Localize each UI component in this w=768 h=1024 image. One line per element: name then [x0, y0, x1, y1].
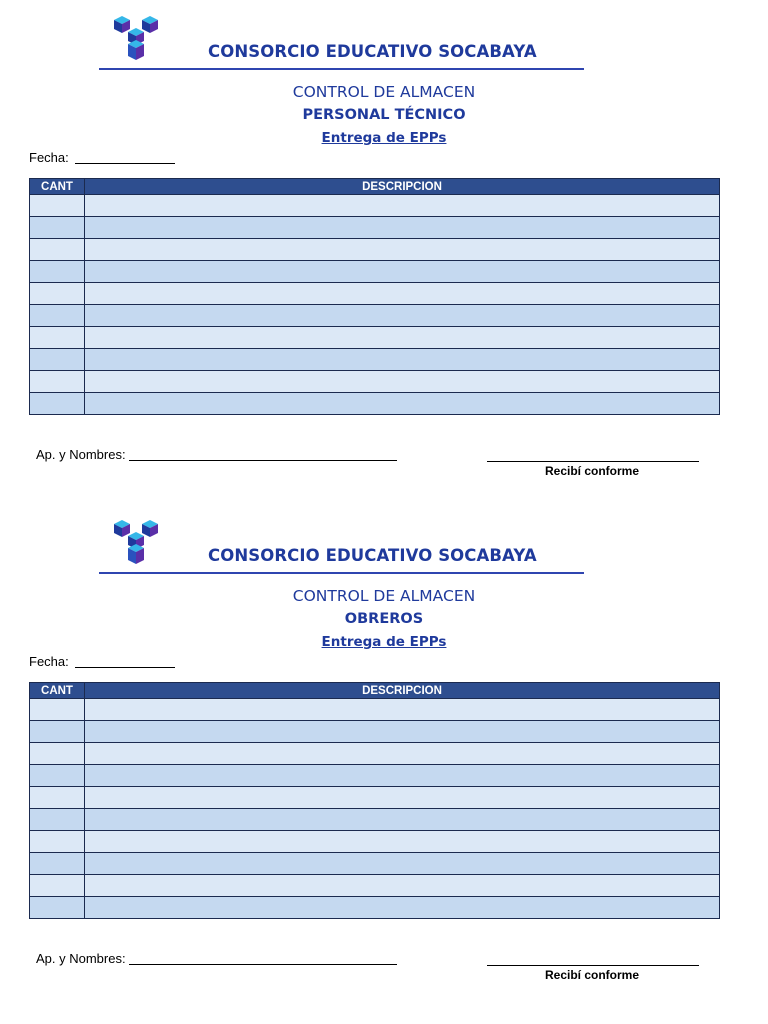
table-row [30, 261, 720, 283]
column-header-descripcion: DESCRIPCION [85, 179, 720, 195]
form-section-title: Entrega de EPPs [321, 634, 447, 650]
header-divider [99, 68, 584, 70]
descripcion-cell[interactable] [85, 809, 720, 831]
table-header-row [30, 683, 720, 699]
descripcion-cell[interactable] [85, 239, 720, 261]
descripcion-cell[interactable] [85, 195, 720, 217]
descripcion-cell[interactable] [85, 699, 720, 721]
table-row [30, 699, 720, 721]
descripcion-cell[interactable] [85, 765, 720, 787]
cant-cell[interactable] [30, 305, 85, 327]
cant-cell[interactable] [30, 787, 85, 809]
descripcion-cell[interactable] [85, 327, 720, 349]
form-section-title: Entrega de EPPs [321, 130, 447, 146]
cant-cell[interactable] [30, 261, 85, 283]
cant-cell[interactable] [30, 699, 85, 721]
org-name: CONSORCIO EDUCATIVO SOCABAYA [208, 546, 537, 565]
table-row [30, 305, 720, 327]
table-row [30, 327, 720, 349]
cant-cell[interactable] [30, 809, 85, 831]
table-row [30, 371, 720, 393]
cant-cell[interactable] [30, 393, 85, 415]
table-row [30, 349, 720, 371]
cant-cell[interactable] [30, 765, 85, 787]
descripcion-cell[interactable] [85, 261, 720, 283]
recibi-conforme-label: Recibí conforme [545, 968, 640, 982]
nombres-input-line[interactable] [129, 460, 397, 461]
table-row [30, 787, 720, 809]
fecha-input-line[interactable] [75, 667, 175, 668]
table-header-row [30, 179, 720, 195]
descripcion-cell[interactable] [85, 831, 720, 853]
table-row [30, 897, 720, 919]
org-name: CONSORCIO EDUCATIVO SOCABAYA [208, 42, 537, 61]
descripcion-cell[interactable] [85, 217, 720, 239]
table-row [30, 239, 720, 261]
cant-cell[interactable] [30, 853, 85, 875]
recibi-conforme-label: Recibí conforme [545, 464, 640, 478]
fecha-label: Fecha: [29, 150, 69, 165]
descripcion-cell[interactable] [85, 371, 720, 393]
fecha-input-line[interactable] [75, 163, 175, 164]
form-subtitle: OBREROS [344, 611, 424, 627]
fecha-label: Fecha: [29, 654, 69, 669]
descripcion-cell[interactable] [85, 743, 720, 765]
descripcion-cell[interactable] [85, 853, 720, 875]
descripcion-cell[interactable] [85, 305, 720, 327]
descripcion-cell[interactable] [85, 393, 720, 415]
nombres-label: Ap. y Nombres: [36, 447, 126, 462]
table-row [30, 809, 720, 831]
items-table [29, 178, 720, 415]
table-row [30, 217, 720, 239]
descripcion-cell[interactable] [85, 787, 720, 809]
cant-cell[interactable] [30, 897, 85, 919]
table-row [30, 721, 720, 743]
cant-cell[interactable] [30, 327, 85, 349]
cant-cell[interactable] [30, 349, 85, 371]
nombres-label: Ap. y Nombres: [36, 951, 126, 966]
fecha-field [29, 150, 175, 165]
descripcion-cell[interactable] [85, 349, 720, 371]
table-row [30, 875, 720, 897]
descripcion-cell[interactable] [85, 283, 720, 305]
table-row [30, 743, 720, 765]
table-row [30, 831, 720, 853]
form-personal-tecnico [0, 0, 768, 500]
cant-cell[interactable] [30, 283, 85, 305]
descripcion-cell[interactable] [85, 897, 720, 919]
cant-cell[interactable] [30, 239, 85, 261]
signature-line[interactable] [487, 965, 699, 966]
signature-line[interactable] [487, 461, 699, 462]
table-row [30, 283, 720, 305]
form-obreros [0, 504, 768, 1004]
table-row [30, 853, 720, 875]
column-header-cant: CANT [30, 179, 85, 195]
column-header-descripcion: DESCRIPCION [85, 683, 720, 699]
header-divider [99, 572, 584, 574]
descripcion-cell[interactable] [85, 875, 720, 897]
form-title: CONTROL DE ALMACEN [292, 587, 476, 605]
descripcion-cell[interactable] [85, 721, 720, 743]
column-header-cant: CANT [30, 683, 85, 699]
table-row [30, 195, 720, 217]
cant-cell[interactable] [30, 371, 85, 393]
cubes-logo-icon [108, 14, 164, 64]
table-row [30, 393, 720, 415]
cant-cell[interactable] [30, 195, 85, 217]
cant-cell[interactable] [30, 743, 85, 765]
nombres-field [36, 447, 397, 462]
form-subtitle: PERSONAL TÉCNICO [302, 107, 466, 123]
cant-cell[interactable] [30, 875, 85, 897]
cubes-logo-icon [108, 518, 164, 568]
items-table [29, 682, 720, 919]
cant-cell[interactable] [30, 217, 85, 239]
cant-cell[interactable] [30, 831, 85, 853]
nombres-field [36, 951, 397, 966]
fecha-field [29, 654, 175, 669]
nombres-input-line[interactable] [129, 964, 397, 965]
form-title: CONTROL DE ALMACEN [292, 83, 476, 101]
table-row [30, 765, 720, 787]
cant-cell[interactable] [30, 721, 85, 743]
